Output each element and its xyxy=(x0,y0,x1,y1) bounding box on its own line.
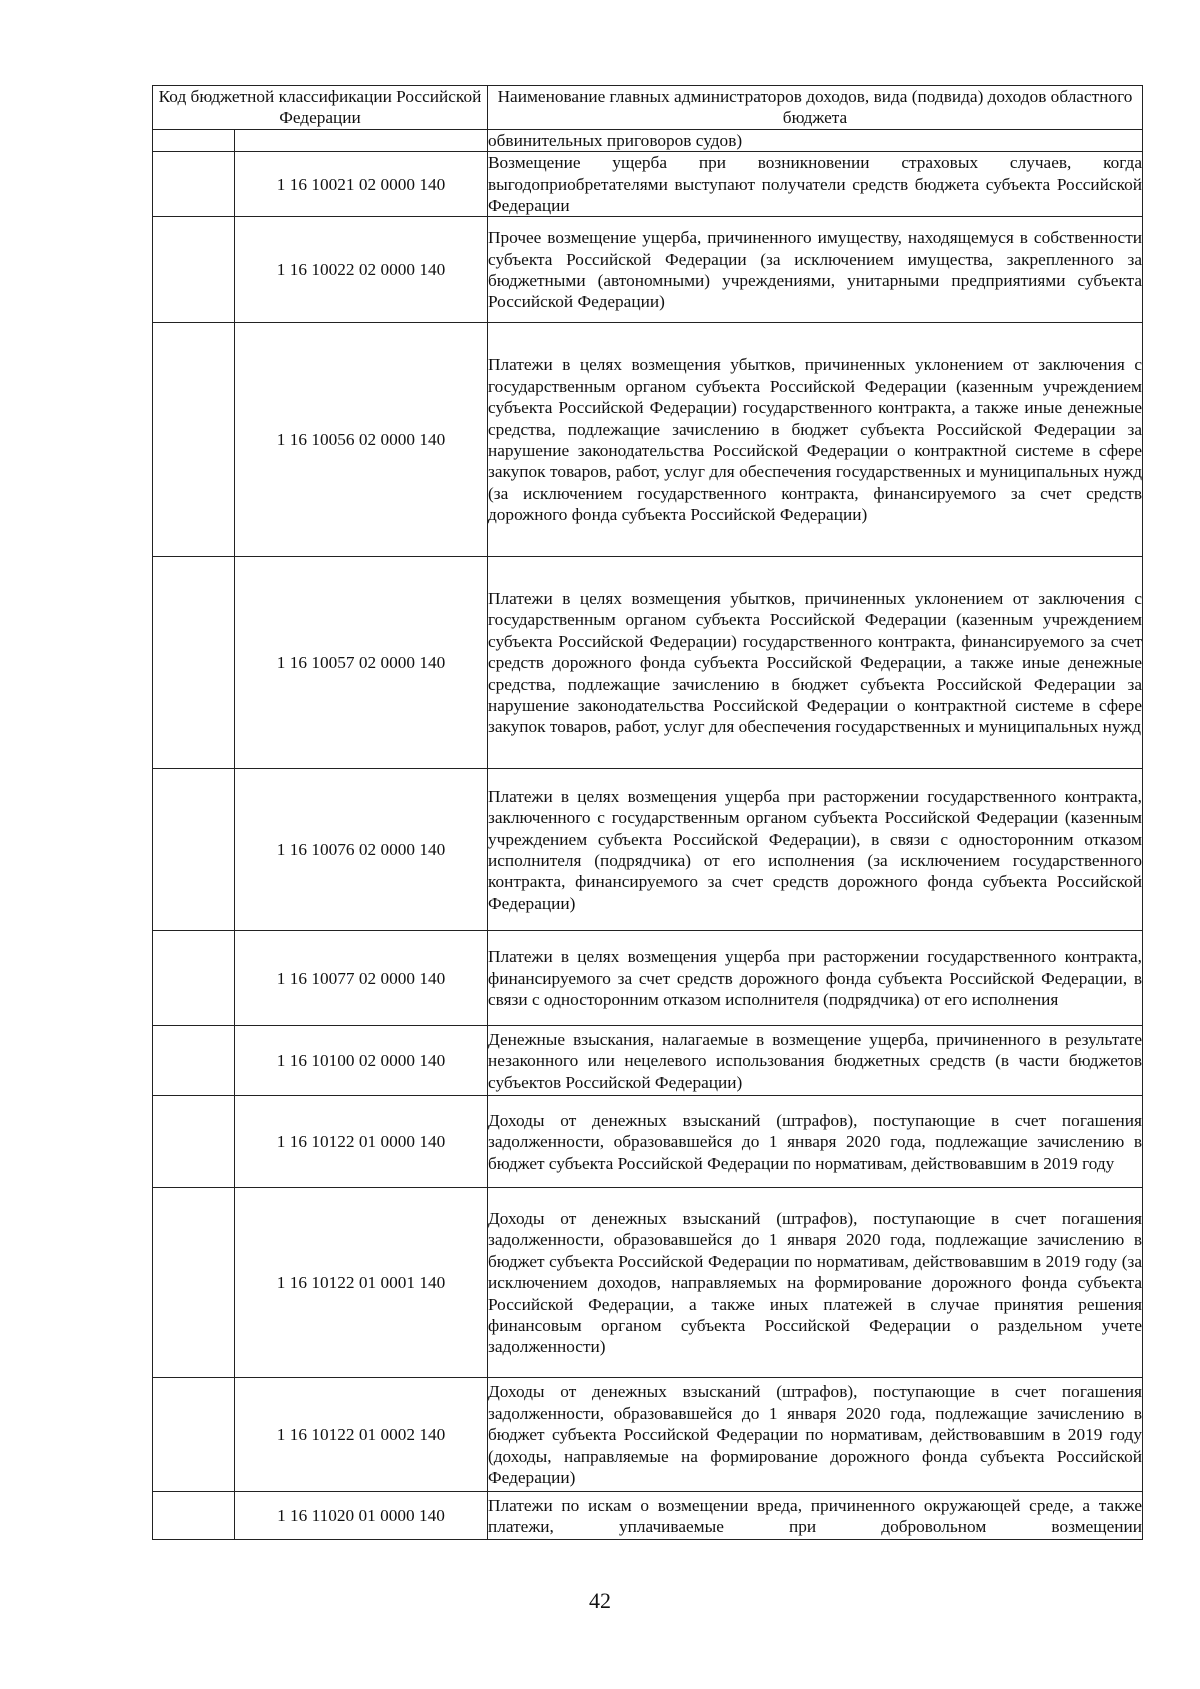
admin-code-cell xyxy=(153,1492,235,1540)
budget-code-cell: 1 16 10122 01 0000 140 xyxy=(235,1096,488,1188)
table-row xyxy=(153,217,1143,323)
table-row xyxy=(153,1026,1143,1096)
income-name-cell: Доходы от денежных взысканий (штрафов), поступающие в счет погашения задолженности, образовавшейся до 1 января 2020 года, подлежащие зачислению в бюджет субъекта Российской Федерации по нормативам, действовавшим в 2019 году xyxy=(488,1096,1143,1188)
table-header-row xyxy=(153,86,1143,130)
income-name-cell: Денежные взыскания, налагаемые в возмещение ущерба, причиненного в результате незаконного или нецелевого использования бюджетных средств (в части бюджетов субъектов Российской Федерации) xyxy=(488,1026,1143,1096)
admin-code-cell xyxy=(153,769,235,931)
income-name-cell: Платежи в целях возмещения убытков, причиненных уклонением от заключения с государственным органом субъекта Российской Федерации (казенным учреждением субъекта Российской Федерации) государственного контракта, финансируемого за счет средств дорожного фонда субъекта Российской Федерации, а также иные денежные средства, подлежащие зачислению в бюджет субъекта Российской Федерации за нарушение законодательства Российской Федерации о контрактной системе в сфере закупок товаров, работ, услуг для обеспечения государственных и муниципальных нужд xyxy=(488,557,1143,769)
table-row xyxy=(153,1492,1143,1540)
budget-code-cell: 1 16 10077 02 0000 140 xyxy=(235,931,488,1026)
table-row xyxy=(153,1378,1143,1492)
budget-code-cell xyxy=(235,129,488,151)
income-name-cell: Платежи в целях возмещения ущерба при расторжении государственного контракта, финансируемого за счет средств дорожного фонда субъекта Российской Федерации, в связи с односторонним отказом исполнителя (подрядчика) от его исполнения xyxy=(488,931,1143,1026)
admin-code-cell xyxy=(153,152,235,217)
income-name-cell: Прочее возмещение ущерба, причиненного имуществу, находящемуся в собственности субъекта Российской Федерации (за исключением имущества, закрепленного за бюджетными (автономными) учреждениями, унитарными предприятиями субъекта Российской Федерации) xyxy=(488,217,1143,323)
income-name-cell: Платежи в целях возмещения ущерба при расторжении государственного контракта, заключенного с государственным органом субъекта Российской Федерации (казенным учреждением субъекта Российской Федерации), в связи с односторонним отказом исполнителя (подрядчика) от его исполнения (за исключением государственного контракта, финансируемого за счет средств дорожного фонда субъекта Российской Федерации) xyxy=(488,769,1143,931)
admin-code-cell xyxy=(153,1188,235,1378)
budget-code-cell: 1 16 10076 02 0000 140 xyxy=(235,769,488,931)
income-name-cell: Доходы от денежных взысканий (штрафов), поступающие в счет погашения задолженности, образовавшейся до 1 января 2020 года, подлежащие зачислению в бюджет субъекта Российской Федерации по нормативам, действовавшим в 2019 году (доходы, направляемые на формирование дорожного фонда субъекта Российской Федерации) xyxy=(488,1378,1143,1492)
income-name-cell: Доходы от денежных взысканий (штрафов), поступающие в счет погашения задолженности, образовавшейся до 1 января 2020 года, подлежащие зачислению в бюджет субъекта Российской Федерации по нормативам, действовавшим в 2019 году (за исключением доходов, направляемых на формирование дорожного фонда субъекта Российской Федерации, а также иных платежей в случае принятия решения финансовым органом субъекта Российской Федерации о раздельном учете задолженности) xyxy=(488,1188,1143,1378)
table-row xyxy=(153,931,1143,1026)
table-row xyxy=(153,557,1143,769)
admin-code-cell xyxy=(153,557,235,769)
income-name-cell: Возмещение ущерба при возникновении страховых случаев, когда выгодоприобретателями выступают получатели средств бюджета субъекта Российской Федерации xyxy=(488,153,1142,216)
table-row xyxy=(153,152,1143,217)
table-row xyxy=(153,1096,1143,1188)
budget-code-cell: 1 16 10100 02 0000 140 xyxy=(235,1026,488,1096)
table-row xyxy=(153,1188,1143,1378)
income-name-cell: Платежи в целях возмещения убытков, причиненных уклонением от заключения с государственным органом субъекта Российской Федерации (казенным учреждением субъекта Российской Федерации) государственного контракта, а также иные денежные средства, подлежащие зачислению в бюджет субъекта Российской Федерации за нарушение законодательства Российской Федерации о контрактной системе в сфере закупок товаров, работ, услуг для обеспечения государственных и муниципальных нужд (за исключением государственного контракта, финансируемого за счет средств дорожного фонда субъекта Российской Федерации) xyxy=(488,323,1143,557)
budget-code-cell: 1 16 10057 02 0000 140 xyxy=(235,557,488,769)
budget-code-cell: 1 16 10021 02 0000 140 xyxy=(235,152,488,217)
table-row xyxy=(153,323,1143,557)
header-code-column: Код бюджетной классификации Российской Федерации xyxy=(153,86,488,130)
table-row xyxy=(153,129,1143,151)
admin-code-cell xyxy=(153,1096,235,1188)
budget-classification-table xyxy=(152,85,1143,1540)
admin-code-cell xyxy=(153,129,235,151)
budget-code-cell: 1 16 11020 01 0000 140 xyxy=(235,1492,488,1540)
income-name-cell: Платежи по искам о возмещении вреда, причиненного окружающей среде, а также платежи, уплачиваемые при добровольном возмещении xyxy=(488,1492,1143,1540)
budget-code-cell: 1 16 10122 01 0002 140 xyxy=(235,1378,488,1492)
admin-code-cell xyxy=(153,1026,235,1096)
income-name-cell: обвинительных приговоров судов) xyxy=(488,129,1143,151)
table-row xyxy=(153,769,1143,931)
admin-code-cell xyxy=(153,1378,235,1492)
budget-code-cell: 1 16 10122 01 0001 140 xyxy=(235,1188,488,1378)
admin-code-cell xyxy=(153,323,235,557)
admin-code-cell xyxy=(153,931,235,1026)
admin-code-cell xyxy=(153,217,235,323)
header-name-column: Наименование главных администраторов доходов, вида (подвида) доходов областного бюджета xyxy=(488,86,1143,130)
page-number: 42 xyxy=(589,1588,611,1613)
budget-code-cell: 1 16 10056 02 0000 140 xyxy=(235,323,488,557)
budget-code-cell: 1 16 10022 02 0000 140 xyxy=(235,217,488,323)
